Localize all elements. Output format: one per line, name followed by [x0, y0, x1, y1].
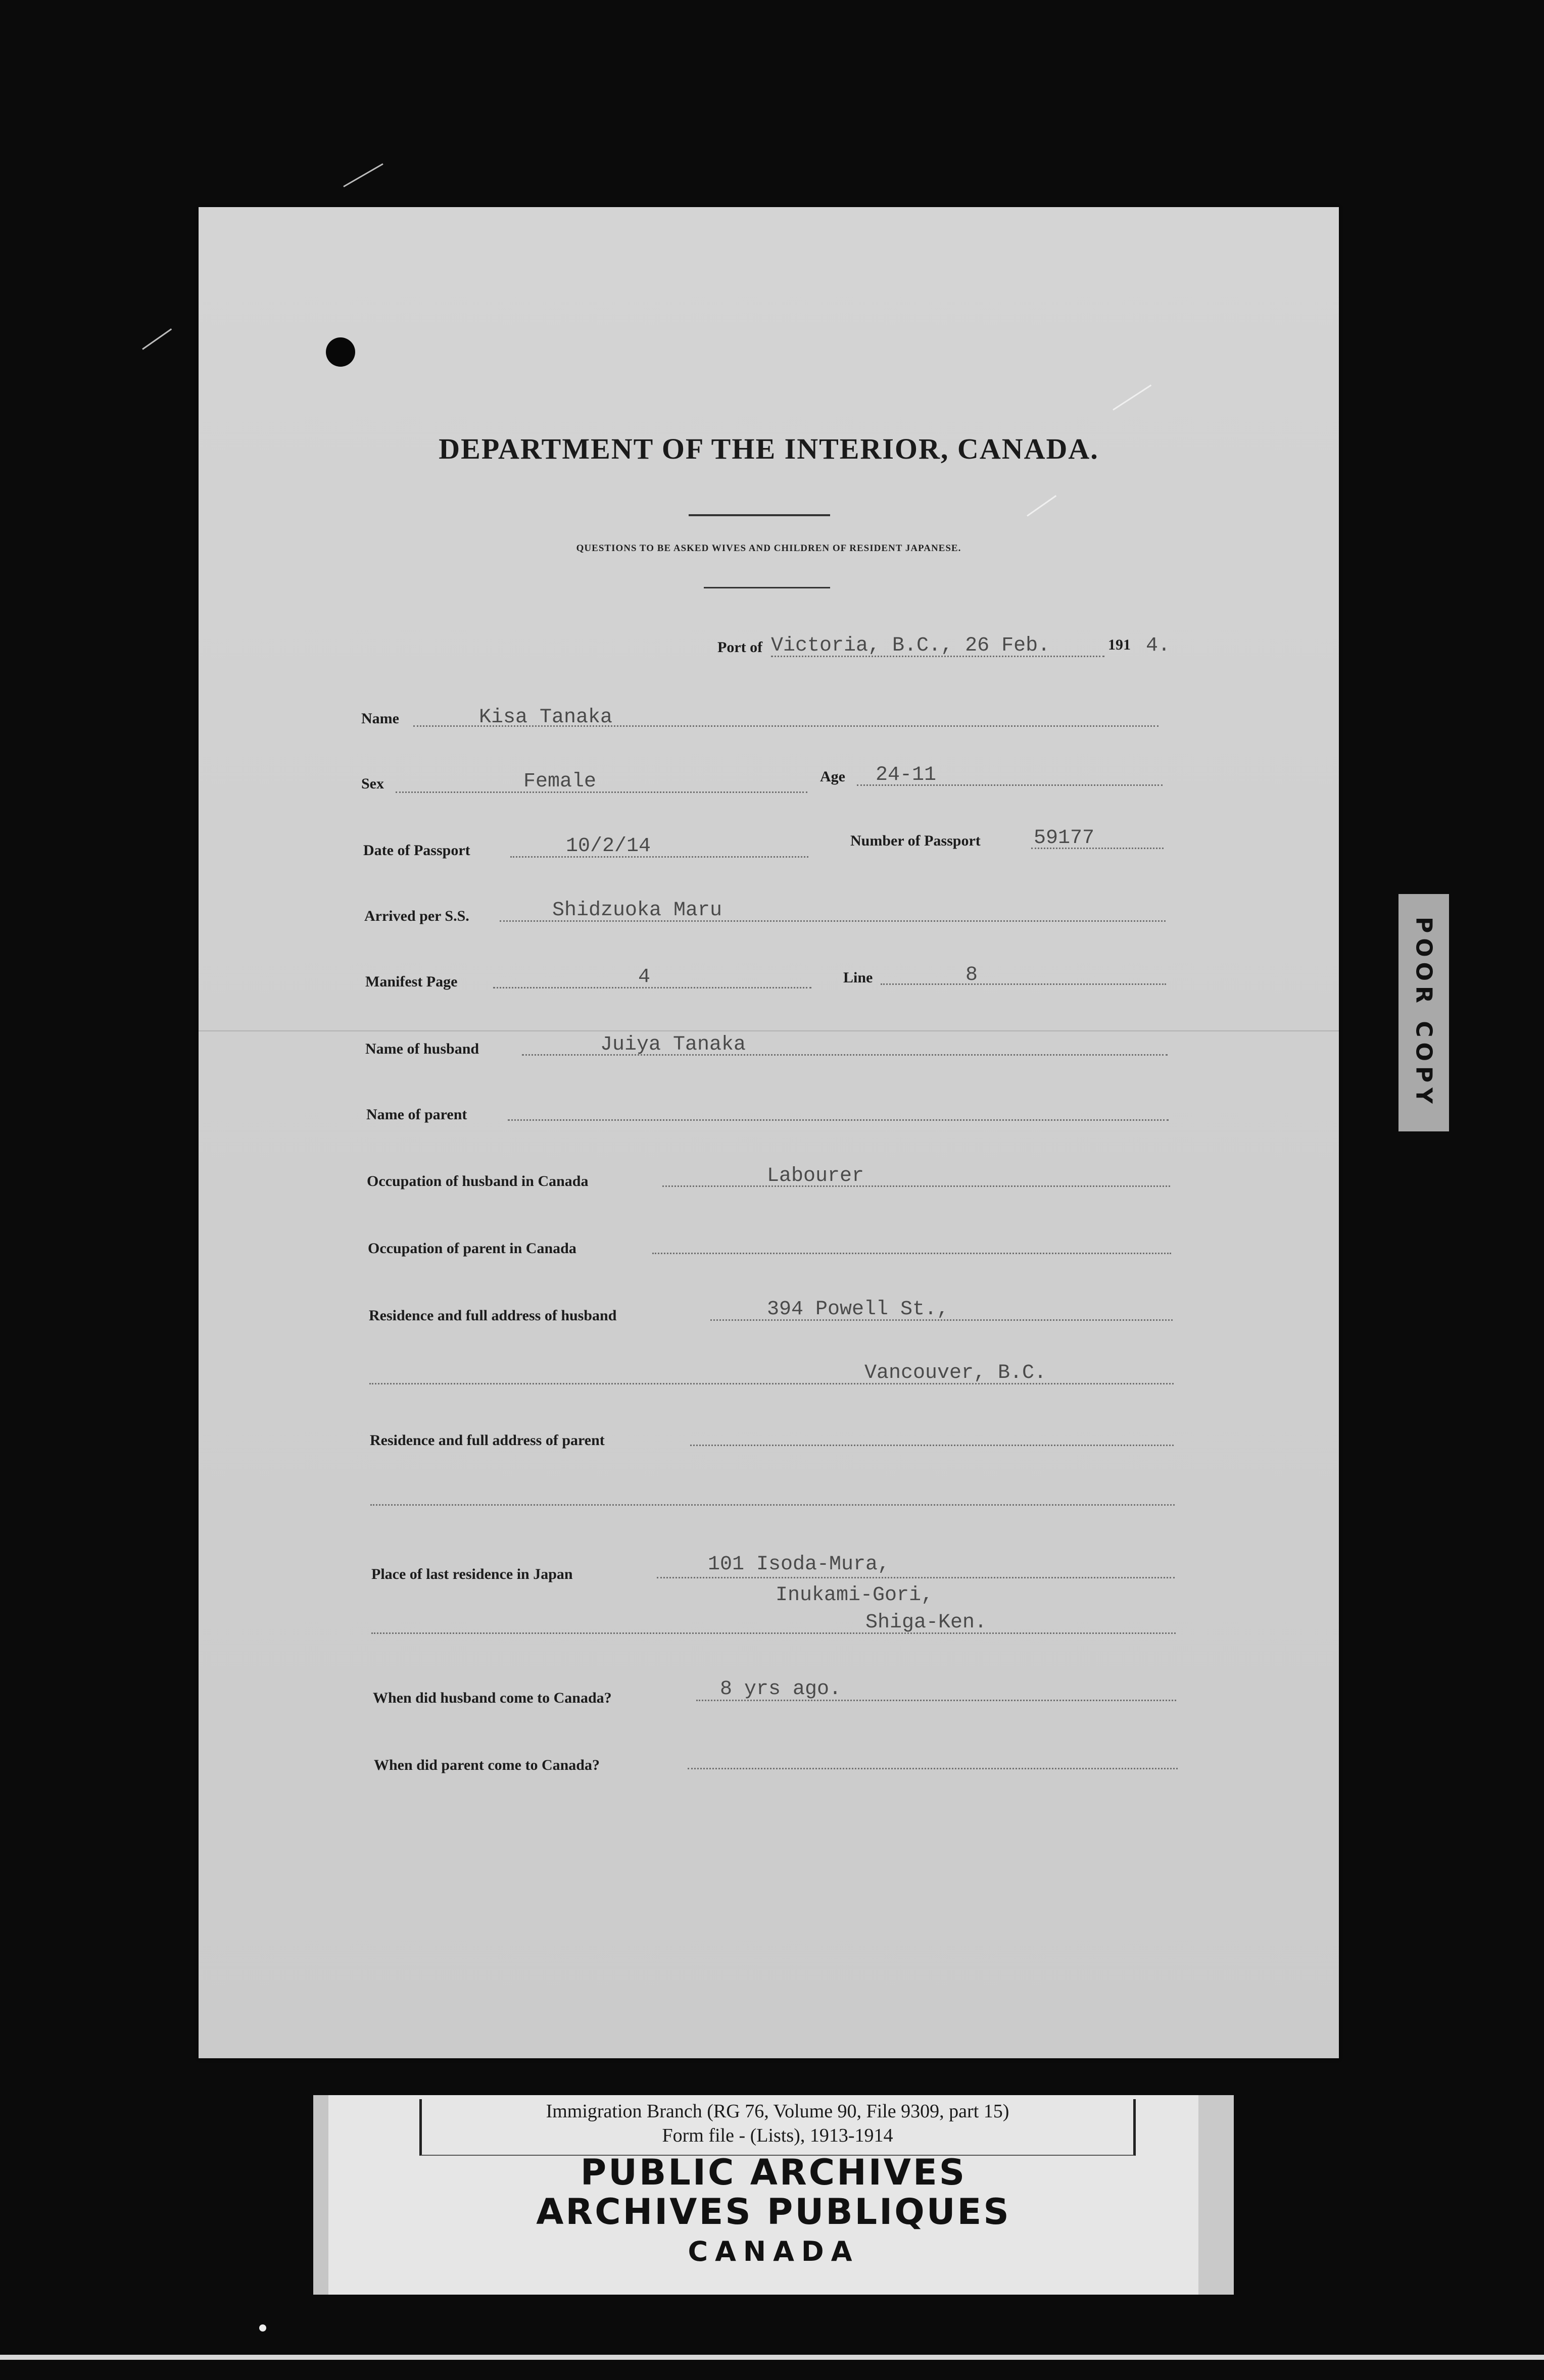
dotted-line [857, 784, 1163, 786]
fold-line [199, 1030, 1339, 1031]
residence-parent-label: Residence and full address of parent [370, 1432, 605, 1449]
parent-came-label: When did parent come to Canada? [374, 1757, 600, 1773]
dotted-line [369, 1383, 1174, 1384]
divider [689, 514, 830, 516]
sex-label: Sex [361, 775, 384, 792]
occupation-husband-label: Occupation of husband in Canada [367, 1173, 589, 1189]
dotted-line [413, 725, 1159, 727]
dotted-line [662, 1185, 1170, 1187]
film-scratch [1027, 495, 1056, 517]
department-title: DEPARTMENT OF THE INTERIOR, CANADA. [439, 432, 1099, 465]
reference-box [419, 2099, 1136, 2156]
port-label: Port of [717, 639, 763, 656]
poor-copy-label [1398, 894, 1449, 1131]
residence-husband-value-line2: Vancouver, B.C. [864, 1362, 1047, 1384]
punch-hole [326, 337, 355, 367]
arrived-per-ss-label: Arrived per S.S. [364, 908, 469, 924]
age-value: 24-11 [876, 764, 937, 786]
year-prefix: 191 [1108, 636, 1131, 653]
husband-came-label: When did husband come to Canada? [373, 1690, 612, 1706]
name-of-parent-label: Name of parent [366, 1106, 467, 1123]
form-subtitle: QUESTIONS TO BE ASKED WIVES AND CHILDREN OF RESIDENT JAPANESE. [576, 543, 961, 554]
dotted-line [657, 1577, 1175, 1578]
age-label: Age [820, 768, 845, 785]
divider [704, 587, 830, 588]
canada-heading: CANADA [688, 2236, 859, 2267]
line-value: 8 [966, 964, 978, 986]
film-edge [0, 2355, 1544, 2360]
number-of-passport-label: Number of Passport [850, 832, 981, 849]
occupation-parent-label: Occupation of parent in Canada [368, 1240, 576, 1257]
sex-value: Female [523, 770, 597, 793]
dotted-line [522, 1054, 1168, 1056]
name-label: Name [361, 710, 399, 727]
dotted-line [493, 987, 811, 988]
arrived-per-ss-value: Shidzuoka Maru [552, 899, 722, 922]
dust-speck [259, 2324, 266, 2332]
occupation-husband-value: Labourer [767, 1165, 864, 1187]
dotted-line [500, 920, 1166, 922]
residence-husband-value-line1: 394 Powell St., [767, 1298, 949, 1321]
husband-came-value: 8 yrs ago. [720, 1678, 842, 1701]
public-archives-card [313, 2095, 1234, 2295]
film-scratch [142, 328, 172, 350]
public-archives-heading: PUBLIC ARCHIVES [580, 2152, 967, 2193]
year-suffix: 4. [1146, 634, 1171, 657]
dotted-line [396, 791, 807, 793]
dotted-line [652, 1253, 1171, 1254]
dotted-line [1031, 848, 1164, 849]
manifest-page-value: 4 [638, 966, 651, 988]
film-scratch [1113, 384, 1151, 411]
last-residence-value-line2: Inukami-Gori, [776, 1584, 934, 1607]
residence-husband-label: Residence and full address of husband [369, 1307, 617, 1324]
archives-publiques-heading: ARCHIVES PUBLIQUES [536, 2191, 1011, 2233]
dotted-line [710, 1319, 1173, 1321]
line-label: Line [843, 969, 873, 986]
dotted-line [508, 1119, 1169, 1121]
immigration-form [199, 207, 1339, 2058]
date-of-passport-label: Date of Passport [363, 842, 470, 859]
dotted-line [690, 1445, 1174, 1446]
manifest-page-label: Manifest Page [365, 973, 458, 990]
last-residence-value-line3: Shiga-Ken. [865, 1611, 987, 1634]
last-residence-value-line1: 101 Isoda-Mura, [708, 1553, 890, 1576]
name-of-husband-value: Juiya Tanaka [600, 1033, 746, 1056]
name-of-husband-label: Name of husband [365, 1040, 479, 1057]
date-of-passport-value: 10/2/14 [566, 835, 651, 858]
dotted-line [771, 656, 1104, 657]
dotted-line [696, 1700, 1176, 1701]
reference-line-2: Form file - (Lists), 1913-1914 [662, 2125, 893, 2146]
name-value: Kisa Tanaka [479, 706, 613, 729]
dotted-line [881, 983, 1166, 985]
dotted-line [371, 1632, 1176, 1634]
port-value: Victoria, B.C., 26 Feb. [771, 634, 1050, 657]
dotted-line [510, 856, 808, 858]
film-scratch [343, 163, 383, 187]
dotted-line [688, 1768, 1178, 1769]
number-of-passport-value: 59177 [1034, 827, 1095, 850]
poor-copy-text: POOR COPY [1411, 916, 1437, 1109]
dotted-line [370, 1504, 1175, 1506]
last-residence-label: Place of last residence in Japan [371, 1566, 573, 1582]
reference-line-1: Immigration Branch (RG 76, Volume 90, File 9309, part 15) [546, 2101, 1009, 2122]
